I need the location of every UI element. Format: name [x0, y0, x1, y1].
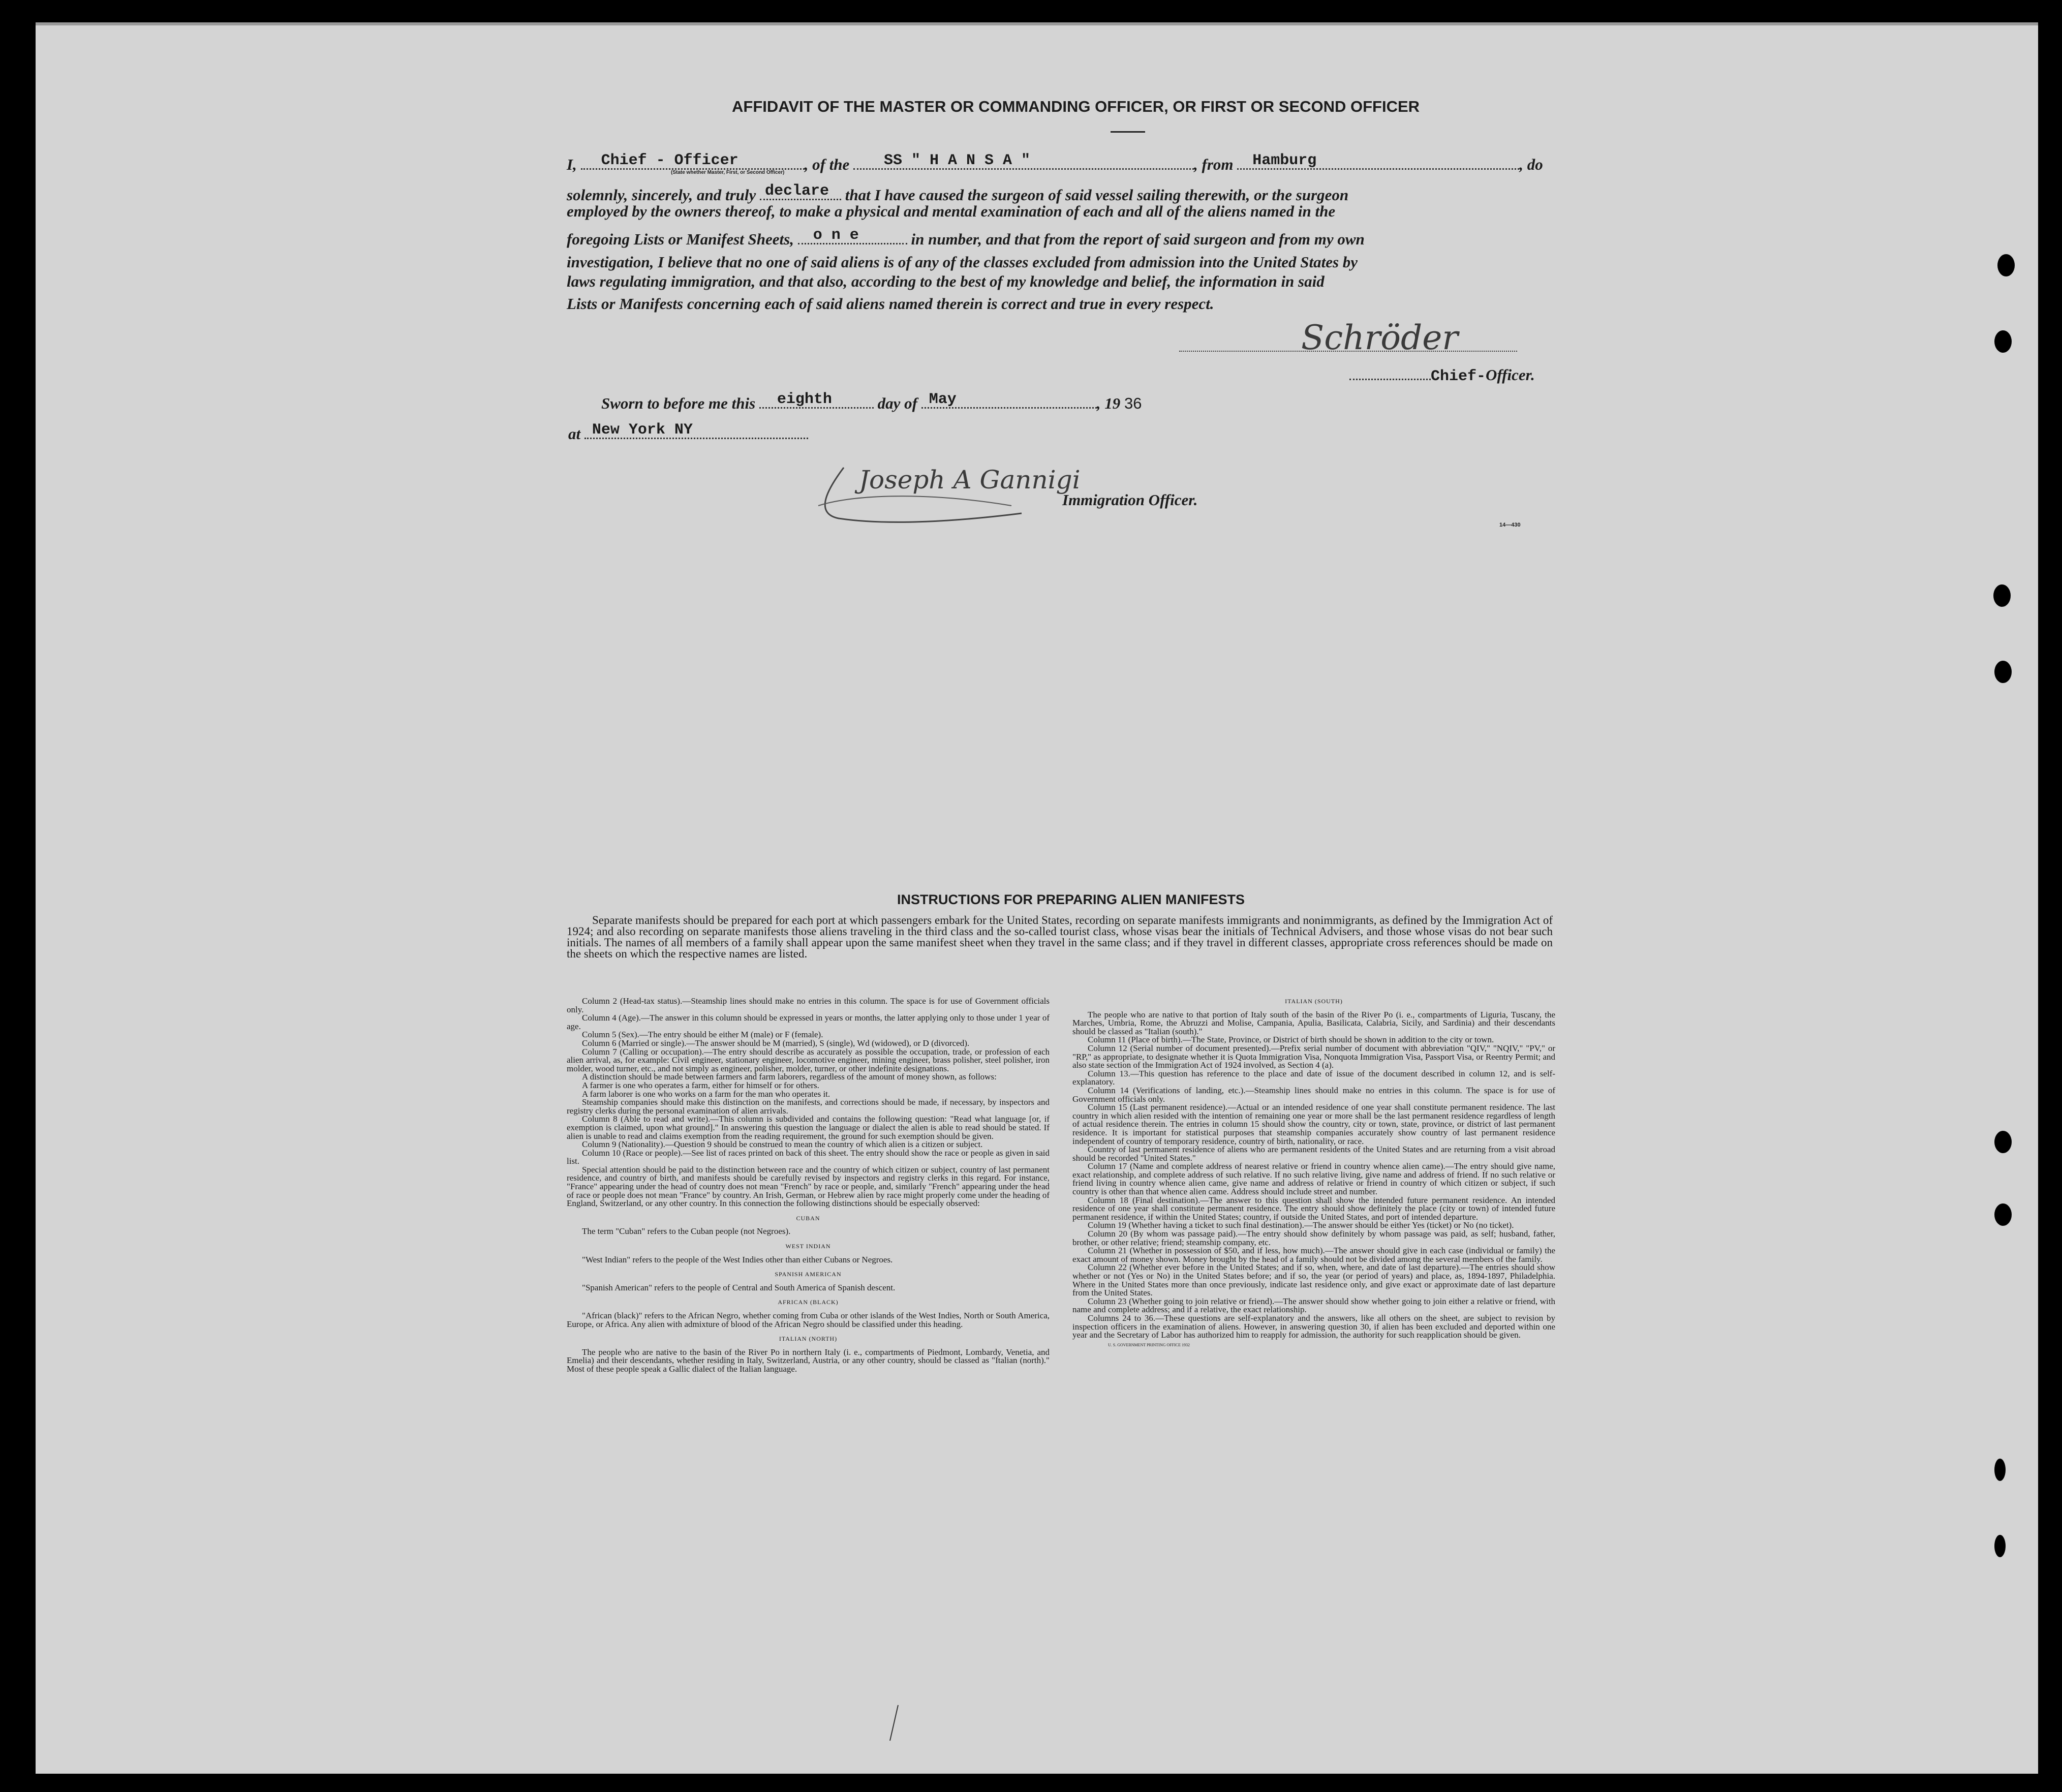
printing-office-note: U. S. GOVERNMENT PRINTING OFFICE 1932: [1108, 1342, 1190, 1347]
affidavit-line-3: employed by the owners thereof, to make a physical and mental examination of each and all of the aliens named in the: [567, 202, 1336, 220]
binder-hole: [1994, 330, 2012, 353]
binder-hole: [1997, 254, 2015, 276]
binder-hole: [1994, 1459, 2006, 1481]
section-heading-italian-north: ITALIAN (NORTH): [779, 1335, 838, 1343]
rank-hint: (State whether Master, First, or Second Officer): [671, 170, 785, 175]
count-value: o n e: [813, 227, 859, 244]
vessel-value: SS " H A N S A ": [884, 152, 1031, 169]
instruction-paragraph: Columns 24 to 36.—These questions are self-explanatory and the answers, like all others on the sheet, are subject to revision by inspection officers in the examination of aliens. However, in answering question 30, if alien has been excluded and deported within one year and the Secretary of Labor has authorized him to reapply for admission, the authority for such reapplication should be given.: [1072, 1313, 1555, 1340]
instruction-paragraph: Column 19 (Whether having a ticket to such final destination).—The answer should be either Yes (ticket) or No (no ticket).: [1088, 1220, 1514, 1230]
instruction-paragraph: Column 7 (Calling or occupation).—The entry should describe as accurately as possible the occupation, trade, or profession of each alien arrival, as, for example: Civil engineer, stationary engineer, locomotive engineer, mining engineer, brass polisher, steel polisher, iron molder, wood turner, etc., and not simply as engineer, polisher, molder, turner, or other indefinite designations.: [567, 1046, 1050, 1073]
section-heading-spanish-american: SPANISH AMERICAN: [775, 1271, 842, 1278]
officer-rank-line: Chief-Officer.: [1349, 367, 1535, 384]
instruction-paragraph: Column 6 (Married or single).—The answer should be M (married), S (single), Wd (widowed), or D (divorced).: [582, 1038, 970, 1048]
binder-hole: [1994, 661, 2012, 683]
instruction-paragraph: Column 12 (Serial number of document presented).—Prefix serial number of document with abbreviation "QIV," "NQIV," "PV," or "RP," as appropriate, to designate whether it is Quota Immigration Visa, Nonquota Immigration Visa, Passport Visa, or Reentry Permit; and also state section of the Immigration Act of 1924 involved, as Section 4 (a).: [1072, 1043, 1555, 1070]
declare-field: [760, 182, 841, 200]
binder-hole: [1994, 1535, 2006, 1557]
binder-hole: [1994, 1131, 2012, 1153]
month-field: [921, 391, 1097, 409]
officer-signature: Schröder: [1301, 318, 1458, 357]
instruction-paragraph: The term "Cuban" refers to the Cuban people (not Negroes).: [582, 1226, 791, 1237]
instruction-paragraph: Column 18 (Final destination).—The answer to this question shall show the intended future permanent residence. An intended residence of one year shall constitute permanent residence. The entry should show definitely the place (city or town) of intended future permanent residence, if within the United States; country, if outside the United States, and port of intended departure.: [1072, 1195, 1555, 1222]
count-field: [798, 227, 907, 244]
day-value: eighth: [777, 391, 832, 408]
instructions-title: INSTRUCTIONS FOR PREPARING ALIEN MANIFESTS: [897, 892, 1245, 907]
instruction-paragraph: Column 20 (By whom was passage paid).—The entry should show definitely by whom passage was paid, as self; husband, father, brother, or other relative; friend; steamship company, etc.: [1072, 1229, 1555, 1247]
binder-hole: [1993, 584, 2011, 607]
place-field: [584, 421, 808, 439]
instruction-paragraph: Country of last permanent residence of aliens who are permanent residents of the United States and are returning from a visit abroad should be recorded "United States.": [1072, 1145, 1555, 1163]
officer-signature-line: [1179, 351, 1517, 353]
instruction-paragraph: "African (black)" refers to the African Negro, whether coming from Cuba or other islands of the West Indies, North or South America, Europe, or Africa. Any alien with admixture of blood of the African Negro should be classified under this heading.: [567, 1311, 1050, 1329]
vessel-field: [853, 152, 1194, 170]
day-field: [759, 391, 874, 409]
title-divider: [1111, 131, 1145, 133]
instruction-paragraph: Column 8 (Able to read and write).—This column is subdivided and contains the following question: "Read what language [or, if exemption is claimed, upon what ground]." In answering this question the language or dialect the alien is able to read should be stated. If alien is unable to read and claims exemption from the reading requirement, the ground for such exemption should be given.: [567, 1114, 1050, 1141]
instructions-right-column: [1072, 997, 1555, 1349]
instruction-paragraph: The people who are native to that portion of Italy south of the basin of the River Po (i. e., compartments of Liguria, Tuscany, the Marches, Umbria, Rome, the Abruzzi and Molise, Campania, Apulia, Basilicata, Calabria, Sicily, and Sardinia) and their descendants should be classed as "Italian (south).": [1072, 1009, 1555, 1036]
instruction-paragraph: Column 15 (Last permanent residence).—Actual or an intended residence of one year shall constitute permanent residence. The last country in which alien resided with the intention of remaining one year or more shall be the last permanent residence regardless of length of actual residence therein. The entries in column 15 should show the country, city or town, state, province, or district of last permanent residence. It is important for statistical purposes that steamship companies accurately show country of last permanent residence independent of country of temporary residence, country of birth, nationality, or race.: [1072, 1102, 1555, 1146]
affidavit-line-5: investigation, I believe that no one of said aliens is of any of the classes excluded from admission into the United States by: [567, 253, 1358, 271]
instruction-paragraph: The people who are native to the basin of the River Po in northern Italy (i. e., compartments of Piedmont, Lombardy, Venetia, and Emelia) and their descendants, whether residing in Italy, Switzerland, Austria, or any other country, should be classed as "Italian (north)." Most of these people speak a Gallic dialect of the Italian language.: [567, 1347, 1050, 1374]
section-heading-cuban: CUBAN: [796, 1214, 820, 1222]
port-field: [1237, 152, 1519, 170]
affidavit-line-7: Lists or Manifests concerning each of said aliens named therein is correct and true in every respect.: [567, 295, 1214, 313]
pencil-mark: [887, 1703, 902, 1743]
affidavit-line-4: foregoing Lists or Manifest Sheets, o n e in number, and that from the report of said surgeon and from my own: [567, 227, 1365, 248]
place-value: New York NY: [592, 421, 693, 439]
instruction-paragraph: A distinction should be made between farmers and farm laborers, regardless of the amount of money shown, as follows:: [582, 1072, 997, 1082]
instruction-paragraph: Column 10 (Race or people).—See list of races printed on back of this sheet. The entry should show the race or people as given in said list.: [567, 1148, 1050, 1166]
affidavit-line-1: I, Chief - Officer , of the SS " H A N S A " , from Hamburg , do: [567, 152, 1543, 173]
month-value: May: [929, 391, 957, 408]
section-heading-west-indian: WEST INDIAN: [785, 1243, 831, 1250]
instruction-paragraph: Column 5 (Sex).—The entry should be either M (male) or F (female).: [582, 1030, 823, 1040]
port-value: Hamburg: [1252, 152, 1317, 169]
instruction-paragraph: "West Indian" refers to the people of the West Indies other than either Cubans or Negroes.: [582, 1254, 893, 1264]
instruction-paragraph: Special attention should be paid to the distinction between race and the country of which citizen or subject, country of last permanent residence, and country of birth, and manifests should be carefully revised by inspectors and registry clerks in this regard. For instance, "France" appearing under the head of country does not mean "French" by race or people, and, similarly "French" appearing under the head of race or people does not mean "France" by country. An Irish, German, or Hebrew alien by race might properly come under the heading of England, Switzerland, or any other country. In this connection the following distinctions should be especially observed:: [567, 1164, 1050, 1209]
rank-value: Chief - Officer: [601, 152, 738, 169]
instruction-paragraph: Column 13.—This question has reference to the place and date of issue of the document described in column 12, and is self-explanatory.: [1072, 1068, 1555, 1087]
instruction-paragraph: A farm laborer is one who works on a farm for the man who operates it.: [582, 1089, 830, 1099]
sworn-line: Sworn to before me this eighth day of May , 19 36: [601, 391, 1142, 412]
instructions-left-column: [567, 997, 1050, 1374]
affidavit-title: AFFIDAVIT OF THE MASTER OR COMMANDING OFFICER, OR FIRST OR SECOND OFFICER: [732, 98, 1420, 115]
place-line: at New York NY: [568, 426, 808, 442]
instruction-paragraph: Column 9 (Nationality).—Question 9 should be construed to mean the country of which alien is a citizen or subject.: [582, 1139, 983, 1150]
immigration-signature: Joseph A Gannigi: [859, 465, 1081, 495]
binder-hole: [1994, 1203, 2012, 1226]
instruction-paragraph: Column 22 (Whether ever before in the United States; and if so, when, where, and date of last departure).—The entries should show whether or not (Yes or No) in the United States before; and if so, the year (or period of years) and place, as, 1894-1897, Philadelphia. Where in the United States more than once previously, indicate last residence only, and give exact or approximate date of last departure from the United States.: [1072, 1262, 1555, 1298]
affidavit-line-2: solemnly, sincerely, and truly declare that I have caused the surgeon of said vessel sailing therewith, or the surgeon: [567, 182, 1349, 204]
officer-rank-value: Chief-: [1431, 368, 1486, 385]
rank-field: [581, 152, 805, 170]
instruction-paragraph: "Spanish American" refers to the people of Central and South America of Spanish descent.: [582, 1282, 896, 1292]
officer-rank-field: [1349, 367, 1431, 380]
declare-value: declare: [765, 182, 829, 200]
instruction-paragraph: Column 23 (Whether going to join relative or friend).—The answer should show whether going to join either a relative or friend, with name and complete address; and if a relative, the exact relationship.: [1072, 1296, 1555, 1315]
instruction-paragraph: Column 4 (Age).—The answer in this column should be expressed in years or months, the latter applying only to those under 1 year of age.: [567, 1013, 1050, 1031]
instruction-paragraph: A farmer is one who operates a farm, either for himself or for others.: [582, 1080, 819, 1090]
year-value: 36: [1124, 394, 1142, 412]
instruction-paragraph: Column 11 (Place of birth).—The State, Province, or District of birth should be shown in addition to the city or town.: [1088, 1035, 1494, 1045]
section-heading-italian-south: ITALIAN (SOUTH): [1285, 998, 1343, 1005]
affidavit-line-6: laws regulating immigration, and that also, according to the best of my knowledge and belief, the information in said: [567, 272, 1325, 290]
instructions-intro: Separate manifests should be prepared for each port at which passengers embark for the United States, recording on separate manifests immigrants and nonimmigrants, as defined by the Immigration Act of 1924; and also recording on separate manifests those aliens traveling in the third class and the so-called tourist class, whose visas bear the initials of Technical Advisers, and those whose visas do not bear such initials. The names of all members of a family shall appear upon the same manifest sheet when they travel in the same class; and if they travel in different classes, appropriate cross references should be made on the sheets on which the respective names are listed.: [567, 914, 1553, 960]
instruction-paragraph: Column 21 (Whether in possession of $50, and if less, how much).—The answer should give in each case (individual or family) the exact amount of money shown. Money brought by the head of a family should not be divided among the several members of the family.: [1072, 1246, 1555, 1264]
instruction-paragraph: Column 14 (Verifications of landing, etc.).—Steamship lines should make no entries in this column. The space is for use of Government officials only.: [1072, 1085, 1555, 1104]
instruction-paragraph: Steamship companies should make this distinction on the manifests, and corrections should be made, if necessary, by inspectors and registry clerks during the personal examination of alien arrivals.: [567, 1097, 1050, 1116]
form-number: 14—430: [1499, 522, 1521, 528]
immigration-officer-label: Immigration Officer.: [1062, 491, 1198, 509]
instruction-paragraph: [1072, 1340, 1555, 1350]
section-heading-african: AFRICAN (BLACK): [778, 1299, 839, 1306]
instruction-paragraph: Column 17 (Name and complete address of nearest relative or friend in country whence alien came).—The entry should give name, exact relationship, and complete address of such relative. If no such relative living, give name and address of friend. If no such relative or friend living in country whence alien came, give name and address of relative or friend in country of which citizen or subject, if such country is other than that whence alien came. Address should include street and number.: [1072, 1161, 1555, 1197]
instruction-paragraph: Column 2 (Head-tax status).—Steamship lines should make no entries in this column. The space is for use of Government officials only.: [567, 996, 1050, 1014]
